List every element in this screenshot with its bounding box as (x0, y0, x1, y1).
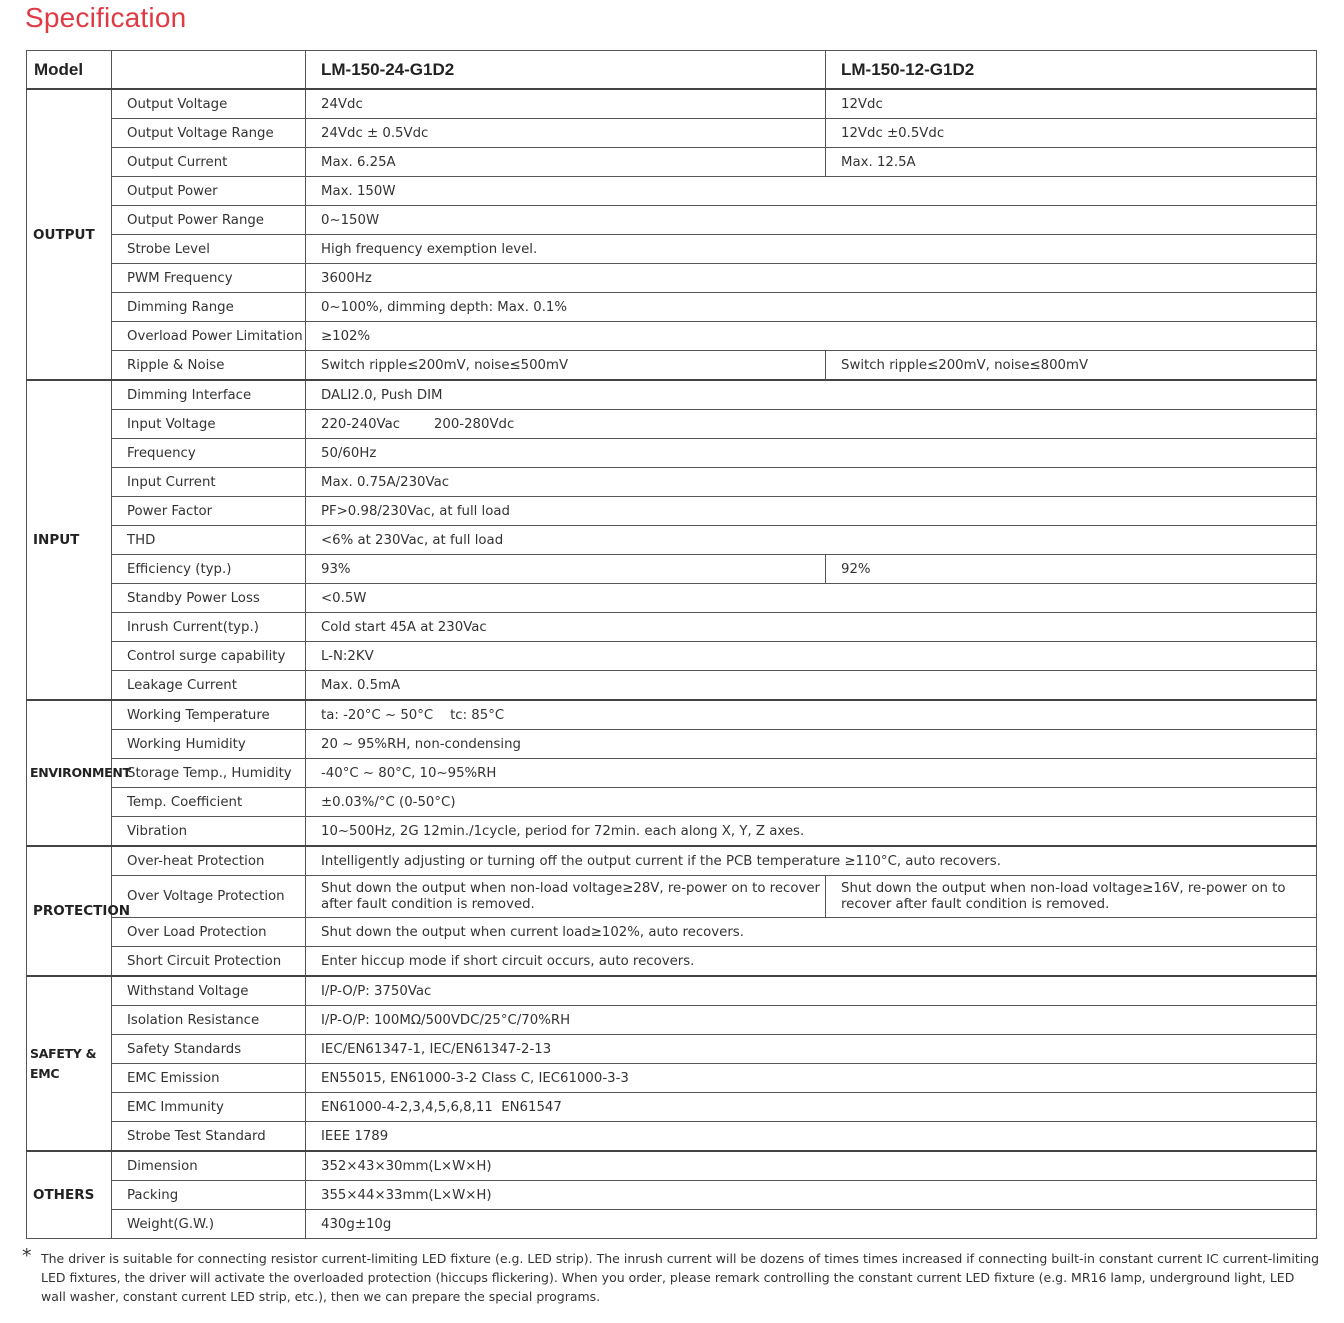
table-row (27, 206, 1317, 235)
table-row (27, 947, 1317, 977)
table-row (27, 846, 1317, 876)
table-row (27, 1035, 1317, 1064)
spec-value-b: 92% (826, 555, 1317, 584)
spec-label: Output Power Range (112, 206, 306, 235)
table-row (27, 1151, 1317, 1181)
spec-label: Strobe Test Standard (112, 1122, 306, 1152)
table-row (27, 642, 1317, 671)
spec-label: Frequency (112, 439, 306, 468)
spec-value: ≥102% (306, 322, 1317, 351)
table-row (27, 351, 1317, 381)
spec-label: Input Current (112, 468, 306, 497)
spec-value: -40°C ~ 80°C, 10~95%RH (306, 759, 1317, 788)
spec-label: Output Voltage Range (112, 119, 306, 148)
spec-value: L-N:2KV (306, 642, 1317, 671)
table-row (27, 1064, 1317, 1093)
spec-label: Short Circuit Protection (112, 947, 306, 977)
spec-value: Max. 150W (306, 177, 1317, 206)
spec-value: I/P-O/P: 100MΩ/500VDC/25°C/70%RH (306, 1006, 1317, 1035)
model-a-header: LM-150-24-G1D2 (306, 51, 826, 90)
table-row (27, 584, 1317, 613)
spec-label: Over Load Protection (112, 918, 306, 947)
table-row (27, 526, 1317, 555)
table-row (27, 148, 1317, 177)
spec-value: I/P-O/P: 3750Vac (306, 976, 1317, 1006)
page-title: Specification (25, 2, 187, 33)
footnote (22, 1245, 1322, 1306)
table-row (27, 817, 1317, 847)
spec-value: Shut down the output when current load≥102%, auto recovers. (306, 918, 1317, 947)
header-row (27, 51, 1317, 90)
table-row (27, 468, 1317, 497)
table-row (27, 380, 1317, 410)
spec-value: 50/60Hz (306, 439, 1317, 468)
spec-label: Storage Temp., Humidity (112, 759, 306, 788)
table-row (27, 439, 1317, 468)
category-cell: SAFETY & EMC (27, 976, 112, 1151)
table-row (27, 613, 1317, 642)
spec-value-a: Shut down the output when non-load voltage≥28V, re-power on to recover after fault condition is removed. (306, 876, 826, 918)
spec-value: <0.5W (306, 584, 1317, 613)
spec-value: Cold start 45A at 230Vac (306, 613, 1317, 642)
table-row (27, 1122, 1317, 1152)
spec-label: Dimming Range (112, 293, 306, 322)
spec-value-b: 12Vdc (826, 89, 1317, 119)
spec-label: Dimension (112, 1151, 306, 1181)
spec-value-a: 93% (306, 555, 826, 584)
footnote-text: The driver is suitable for connecting resistor current-limiting LED fixture (e.g. LED strip). The inrush current will be dozens of times times increased if connecting built-in constant current IC current-limiting LED fixtures, the driver will activate the overloaded protection (hiccups flickering). When you order, please remark controlling the constant current LED fixture (e.g. MR16 lamp, underground light, LED wall washer, constant current LED strip, etc.), then we can prepare the special programs. (41, 1251, 1320, 1304)
category-cell: PROTECTION (27, 846, 112, 976)
spec-label: EMC Emission (112, 1064, 306, 1093)
spec-label: Dimming Interface (112, 380, 306, 410)
model-b-header: LM-150-12-G1D2 (826, 51, 1317, 90)
spec-label: Leakage Current (112, 671, 306, 701)
category-cell: OTHERS (27, 1151, 112, 1239)
spec-label: Packing (112, 1181, 306, 1210)
spec-value: 355×44×33mm(L×W×H) (306, 1181, 1317, 1210)
spec-value: 20 ~ 95%RH, non-condensing (306, 730, 1317, 759)
spec-value: Intelligently adjusting or turning off the output current if the PCB temperature ≥110°C, auto recovers. (306, 846, 1317, 876)
spec-label: Standby Power Loss (112, 584, 306, 613)
spec-label: Temp. Coefficient (112, 788, 306, 817)
spec-label: Efficiency (typ.) (112, 555, 306, 584)
category-cell: ENVIRONMENT (27, 700, 112, 846)
spec-value: Enter hiccup mode if short circuit occurs, auto recovers. (306, 947, 1317, 977)
spec-value-a: Max. 6.25A (306, 148, 826, 177)
spec-value-b: Shut down the output when non-load voltage≥16V, re-power on to recover after fault condition is removed. (826, 876, 1317, 918)
spec-label: Inrush Current(typ.) (112, 613, 306, 642)
spec-label: Power Factor (112, 497, 306, 526)
spec-value: 3600Hz (306, 264, 1317, 293)
spec-value: EN61000-4-2,3,4,5,6,8,11 EN61547 (306, 1093, 1317, 1122)
spec-label: Control surge capability (112, 642, 306, 671)
spec-value: 0~150W (306, 206, 1317, 235)
table-row (27, 89, 1317, 119)
spec-label: Output Voltage (112, 89, 306, 119)
table-row (27, 730, 1317, 759)
table-row (27, 177, 1317, 206)
spec-label: Vibration (112, 817, 306, 847)
spec-label: Working Humidity (112, 730, 306, 759)
spec-label: PWM Frequency (112, 264, 306, 293)
spec-label: Over-heat Protection (112, 846, 306, 876)
spec-label: Output Power (112, 177, 306, 206)
spec-label: THD (112, 526, 306, 555)
table-row (27, 1210, 1317, 1239)
spec-value: DALI2.0, Push DIM (306, 380, 1317, 410)
table-row (27, 119, 1317, 148)
table-row (27, 918, 1317, 947)
spec-value-a: 24Vdc ± 0.5Vdc (306, 119, 826, 148)
table-row (27, 1093, 1317, 1122)
table-row (27, 235, 1317, 264)
spec-value-a: Switch ripple≤200mV, noise≤500mV (306, 351, 826, 381)
spec-value-b: Max. 12.5A (826, 148, 1317, 177)
empty-header-cell (112, 51, 306, 90)
spec-value: 352×43×30mm(L×W×H) (306, 1151, 1317, 1181)
spec-value: ta: -20°C ~ 50°C tc: 85°C (306, 700, 1317, 730)
asterisk-icon: * (22, 1245, 32, 1267)
table-row (27, 1181, 1317, 1210)
spec-value: <6% at 230Vac, at full load (306, 526, 1317, 555)
spec-value: IEC/EN61347-1, IEC/EN61347-2-13 (306, 1035, 1317, 1064)
spec-value: IEEE 1789 (306, 1122, 1317, 1152)
table-row (27, 1006, 1317, 1035)
spec-value: PF>0.98/230Vac, at full load (306, 497, 1317, 526)
spec-value: ±0.03%/°C (0-50°C) (306, 788, 1317, 817)
spec-value: Max. 0.5mA (306, 671, 1317, 701)
spec-label: Isolation Resistance (112, 1006, 306, 1035)
table-row (27, 264, 1317, 293)
table-row (27, 700, 1317, 730)
spec-label: Input Voltage (112, 410, 306, 439)
spec-label: Overload Power Limitation (112, 322, 306, 351)
spec-label: Strobe Level (112, 235, 306, 264)
spec-value: 220-240Vac 200-280Vdc (306, 410, 1317, 439)
spec-label: Output Current (112, 148, 306, 177)
spec-label: Working Temperature (112, 700, 306, 730)
spec-table (26, 50, 1317, 1239)
spec-table-body (27, 51, 1317, 1239)
spec-value: 0~100%, dimming depth: Max. 0.1% (306, 293, 1317, 322)
spec-label: EMC Immunity (112, 1093, 306, 1122)
spec-value: EN55015, EN61000-3-2 Class C, IEC61000-3-3 (306, 1064, 1317, 1093)
category-cell: INPUT (27, 380, 112, 700)
spec-value: 430g±10g (306, 1210, 1317, 1239)
table-row (27, 759, 1317, 788)
table-row (27, 788, 1317, 817)
table-row (27, 322, 1317, 351)
spec-label: Safety Standards (112, 1035, 306, 1064)
table-row (27, 976, 1317, 1006)
spec-label: Over Voltage Protection (112, 876, 306, 918)
table-row (27, 671, 1317, 701)
spec-value-b: Switch ripple≤200mV, noise≤800mV (826, 351, 1317, 381)
category-cell: OUTPUT (27, 89, 112, 380)
spec-value-b: 12Vdc ±0.5Vdc (826, 119, 1317, 148)
spec-label: Withstand Voltage (112, 976, 306, 1006)
spec-value-a: 24Vdc (306, 89, 826, 119)
table-row (27, 497, 1317, 526)
spec-value: 10~500Hz, 2G 12min./1cycle, period for 72min. each along X, Y, Z axes. (306, 817, 1317, 847)
table-row (27, 555, 1317, 584)
spec-label: Ripple & Noise (112, 351, 306, 381)
spec-value: High frequency exemption level. (306, 235, 1317, 264)
table-row (27, 293, 1317, 322)
spec-label: Weight(G.W.) (112, 1210, 306, 1239)
spec-value: Max. 0.75A/230Vac (306, 468, 1317, 497)
table-row (27, 876, 1317, 918)
table-row (27, 410, 1317, 439)
model-header: Model (27, 51, 112, 90)
